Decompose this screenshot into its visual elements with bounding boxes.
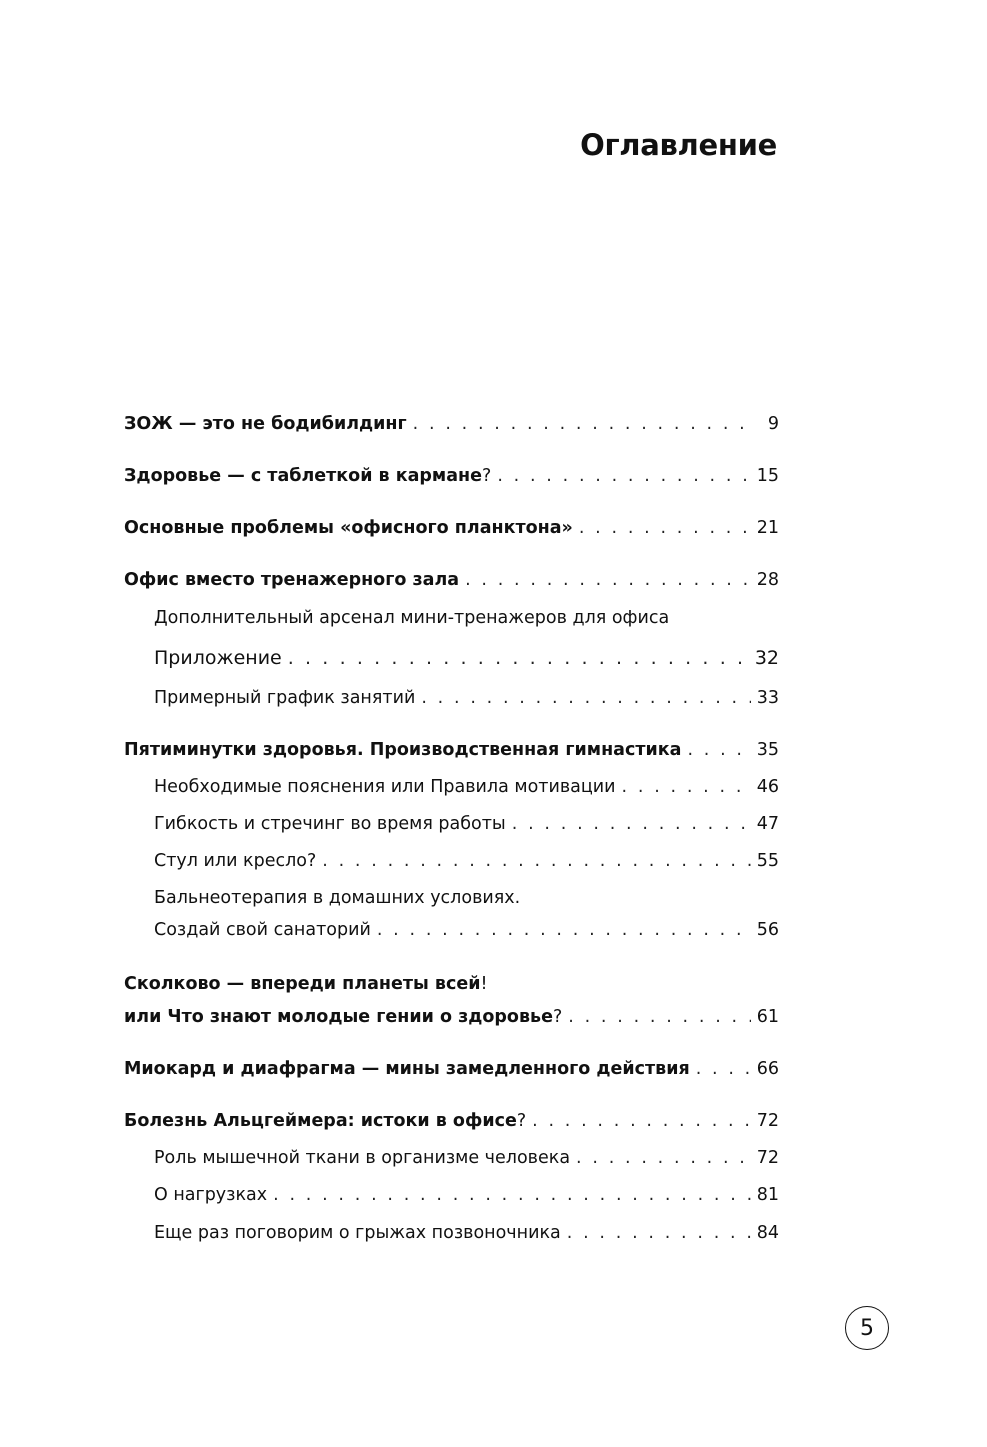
toc-entry-label: Необходимые пояснения или Правила мотивации — [154, 777, 616, 797]
page-number-badge: 5 — [845, 1306, 889, 1350]
toc-subentry — [154, 1220, 779, 1246]
toc-entry-label: Стул или кресло? — [154, 851, 317, 871]
toc-entry-label: Миокард и диафрагма — мины замедленного действия — [124, 1059, 690, 1079]
toc-page-number: 72 — [756, 1111, 779, 1131]
dot-leader — [568, 1004, 750, 1030]
toc-entry-label: Приложение — [154, 647, 282, 669]
toc-entry-label: Примерный график занятий — [154, 688, 416, 708]
toc-entry — [124, 567, 779, 593]
toc-entry — [124, 1108, 779, 1134]
toc-entry — [124, 463, 779, 489]
toc-entry-label: или Что знают молодые гении о здоровье? — [124, 1007, 563, 1027]
toc-subentry — [154, 917, 779, 943]
toc-page-number: 72 — [756, 1148, 779, 1168]
toc-entry — [124, 1056, 779, 1082]
toc-page-number: 46 — [756, 777, 779, 797]
toc-subentry — [154, 645, 779, 671]
toc-page-number: 56 — [756, 920, 779, 940]
dot-leader — [567, 1220, 751, 1246]
dot-leader — [497, 463, 750, 489]
toc-page-number: 32 — [754, 647, 779, 669]
dot-leader — [622, 774, 751, 800]
toc-entry — [124, 737, 779, 763]
toc-page-number: 84 — [756, 1223, 779, 1243]
toc-subentry-line1: Дополнительный арсенал мини-тренажеров для офиса — [154, 608, 670, 628]
toc-entry — [124, 515, 779, 541]
toc-page-number: 28 — [756, 570, 779, 590]
toc-subentry-line1: Бальнеотерапия в домашних условиях. — [154, 888, 521, 908]
toc-page-number: 9 — [767, 414, 779, 434]
dot-leader — [413, 411, 751, 437]
toc-subentry — [154, 1182, 779, 1208]
toc-subentry — [154, 1145, 779, 1171]
dot-leader — [532, 1108, 751, 1134]
toc-entry-label: Гибкость и стречинг во время работы — [154, 814, 506, 834]
dot-leader — [421, 685, 750, 711]
toc-subentry — [154, 848, 779, 874]
toc-page-number: 66 — [756, 1059, 779, 1079]
toc-entry-label: Офис вместо тренажерного зала — [124, 570, 460, 590]
toc-subentry — [154, 774, 779, 800]
dot-leader — [512, 811, 751, 837]
toc-entry-label: Пятиминутки здоровья. Производственная гимнастика — [124, 740, 682, 760]
toc-page-number: 55 — [756, 851, 779, 871]
toc-entry-label: Здоровье — с таблеткой в кармане? — [124, 466, 492, 486]
dot-leader — [273, 1182, 751, 1208]
toc-page-number: 21 — [756, 518, 779, 538]
dot-leader — [377, 917, 751, 943]
toc-entry-label: Болезнь Альцгеймера: истоки в офисе? — [124, 1111, 527, 1131]
toc-page-number: 61 — [756, 1007, 779, 1027]
dot-leader — [687, 737, 750, 763]
toc-entry-label: О нагрузках — [154, 1185, 268, 1205]
dot-leader — [696, 1056, 751, 1082]
toc-entry-label: Роль мышечной ткани в организме человека — [154, 1148, 571, 1168]
toc-page-number: 33 — [756, 688, 779, 708]
toc-entry — [124, 411, 779, 437]
toc-page-number: 35 — [756, 740, 779, 760]
toc-entry-label: Создай свой санаторий — [154, 920, 371, 940]
toc-entry-line1: Сколково — впереди планеты всей! — [124, 974, 488, 994]
toc-subentry — [154, 685, 779, 711]
toc-page-number: 15 — [756, 466, 779, 486]
dot-leader — [288, 645, 755, 671]
toc-entry — [124, 1004, 779, 1030]
dot-leader — [465, 567, 751, 593]
toc-page-number: 81 — [756, 1185, 779, 1205]
toc-entry-label: Основные проблемы «офисного планктона» — [124, 518, 573, 538]
toc-entry-label: ЗОЖ — это не бодибилдинг — [124, 414, 407, 434]
page-title: Оглавление — [580, 128, 777, 162]
dot-leader — [576, 1145, 751, 1171]
toc-page-number: 47 — [756, 814, 779, 834]
toc-subentry — [154, 811, 779, 837]
dot-leader — [579, 515, 751, 541]
toc-entry-label: Еще раз поговорим о грыжах позвоночника — [154, 1223, 561, 1243]
dot-leader — [322, 848, 750, 874]
